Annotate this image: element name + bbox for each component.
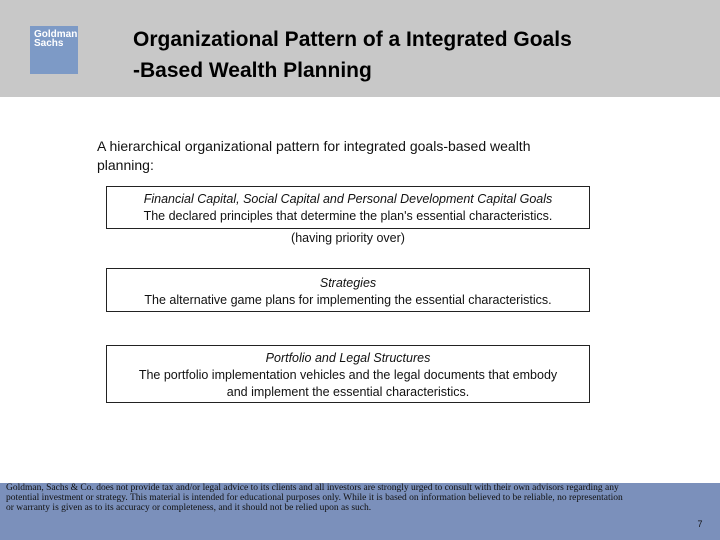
title-line-2: -Based Wealth Planning — [133, 59, 372, 82]
strategies-box-line-1: The alternative game plans for implementing the essential characteristics. — [144, 293, 552, 307]
goals-box-body — [107, 208, 589, 225]
structures-box — [106, 345, 590, 403]
disclaimer-line-1: Goldman, Sachs & Co. does not provide tax and/or legal advice to its clients and all investors are strongly urged to consult with their own advisors regarding any — [6, 483, 619, 493]
structures-box-heading: Portfolio and Legal Structures — [265, 351, 431, 365]
intro-line-1: A hierarchical organizational pattern for integrated goals-based wealth — [97, 138, 531, 154]
strategies-box — [106, 268, 590, 312]
slide-title — [133, 24, 693, 86]
page-number: 7 — [697, 519, 703, 529]
title-line-1: Organizational Pattern of a Integrated Goals — [133, 28, 572, 51]
intro-line-2: planning: — [97, 157, 154, 173]
priority-relation-label: (having priority over) — [291, 231, 405, 245]
logo-line-1: Goldman — [34, 29, 78, 40]
goals-box — [106, 186, 590, 229]
strategies-box-body — [107, 292, 589, 309]
goldman-sachs-logo — [30, 26, 78, 74]
logo-line-2: Sachs — [34, 38, 64, 49]
intro-text — [97, 137, 617, 175]
structures-box-line-2: and implement the essential characteristics. — [226, 385, 470, 399]
disclaimer-line-3: or warranty is given as to its accuracy or completeness, and it should not be relied upon as such. — [6, 503, 372, 513]
strategies-box-heading: Strategies — [319, 276, 377, 290]
header-bar — [0, 0, 720, 97]
goals-box-line-1: The declared principles that determine the plan's essential characteristics. — [143, 209, 553, 223]
structures-box-line-1: The portfolio implementation vehicles and the legal documents that embody — [138, 368, 558, 382]
goals-box-heading: Financial Capital, Social Capital and Personal Development Capital Goals — [143, 192, 553, 206]
structures-box-body — [107, 367, 589, 401]
disclaimer-line-2: potential investment or strategy. This material is intended for educational purposes only. While it is based on information believed to be reliable, no representation — [6, 493, 623, 503]
legal-disclaimer — [6, 483, 671, 513]
